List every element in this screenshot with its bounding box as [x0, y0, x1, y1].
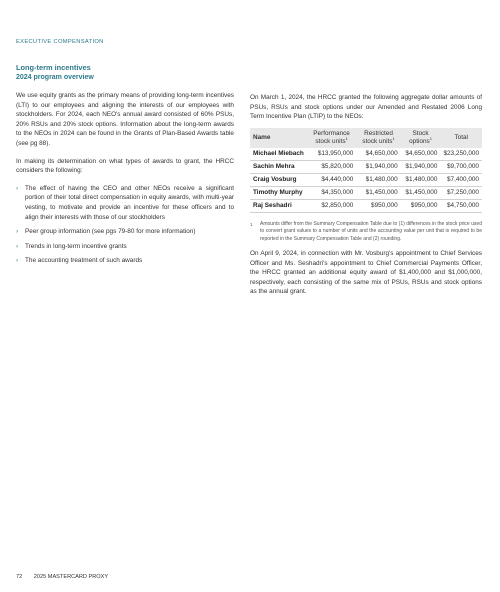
- section-title: Long-term incentives: [16, 63, 91, 72]
- right-column: [250, 93, 482, 305]
- header-psu: Performance stock units$^1$: [307, 128, 357, 148]
- page-footer: [16, 574, 108, 580]
- intro-paragraph: We use equity grants as the primary means of providing long-term incentives (LTI) to our employees and aligning the interests of our employees with stockholders. For 2024, each NEO's annual award consisted of 60% PSUs, 20% RSUs and 20% stock options. Information about the long-term awards to the NEOs in 2024 can be found in the Grants of Plan-Based Awards table (see pg 88).: [16, 92, 234, 147]
- header-total: Total: [440, 128, 482, 148]
- table-row: Timothy Murphy $4,350,000 $1,450,000 $1,450,000 $7,250,000: [250, 186, 482, 199]
- table-row: Raj Seshadri $2,850,000 $950,000 $950,000 $4,750,000: [250, 199, 482, 212]
- page-number: 72: [16, 574, 23, 580]
- table-footnote: 1 Amounts differ from the Summary Compensation Table due to (1) differences in the stock price used to convert grant values to a number of units and the accounting value per unit that is required to be reported in the Summary Compensation Table and (2) rounding.: [250, 220, 482, 242]
- considerations-paragraph: In making its determination on what types of awards to grant, the HRCC considers the following:: [16, 157, 234, 175]
- chevron-right-icon: ›: [16, 242, 19, 250]
- section-label: EXECUTIVE COMPENSATION: [16, 39, 104, 45]
- list-item: › The accounting treatment of such awards: [16, 257, 143, 265]
- grant-intro-paragraph: On March 1, 2024, the HRCC granted the following aggregate dollar amounts of PSUs, RSUs and stock options under our Amended and Restated 2006 Long Term Incentive Plan (LTIP) to the NEOs:: [250, 94, 482, 121]
- document-title: 2025 MASTERCARD PROXY: [33, 574, 109, 580]
- header-rsu: Restricted stock units$^1$: [356, 128, 400, 148]
- left-column: [16, 63, 234, 271]
- table-header-row: [250, 128, 482, 148]
- considerations-list: [16, 184, 234, 266]
- additional-grant-paragraph: On April 9, 2024, in connection with Mr. Vosburg's appointment to Chief Services Officer and Ms. Seshadri's appointment to Chief Commercial Payments Officer, the HRCC granted an additional equity award of $1,400,000 and $1,000,000, respectively, each consisting of the same mix of PSUs, RSUs and stock options as the annual grant.: [250, 250, 482, 296]
- section-subtitle: 2024 program overview: [16, 74, 94, 81]
- table-row: Craig Vosburg $4,440,000 $1,480,000 $1,480,000 $7,400,000: [250, 173, 482, 186]
- table-row: Michael Miebach $13,950,000 $4,650,000 $4,650,000 $23,250,000: [250, 148, 482, 161]
- header-name: Name: [250, 128, 307, 148]
- list-item: › Trends in long-term incentive grants: [16, 242, 127, 250]
- header-options: Stock options$^1$: [401, 128, 441, 148]
- chevron-right-icon: ›: [16, 228, 19, 236]
- grants-table: [250, 128, 482, 213]
- chevron-right-icon: ›: [16, 257, 19, 265]
- chevron-right-icon: ›: [16, 184, 19, 192]
- list-item: › The effect of having the CEO and other NEOs receive a significant portion of their total direct compensation in equity awards, with multi-year vesting, to motivate and provide an incentive for these officers and to align their interests with those of our stockholders: [16, 184, 234, 221]
- list-item: › Peer group information (see pgs 79-80 for more information): [16, 228, 196, 236]
- table-row: Sachin Mehra $5,820,000 $1,940,000 $1,940,000 $9,700,000: [250, 160, 482, 173]
